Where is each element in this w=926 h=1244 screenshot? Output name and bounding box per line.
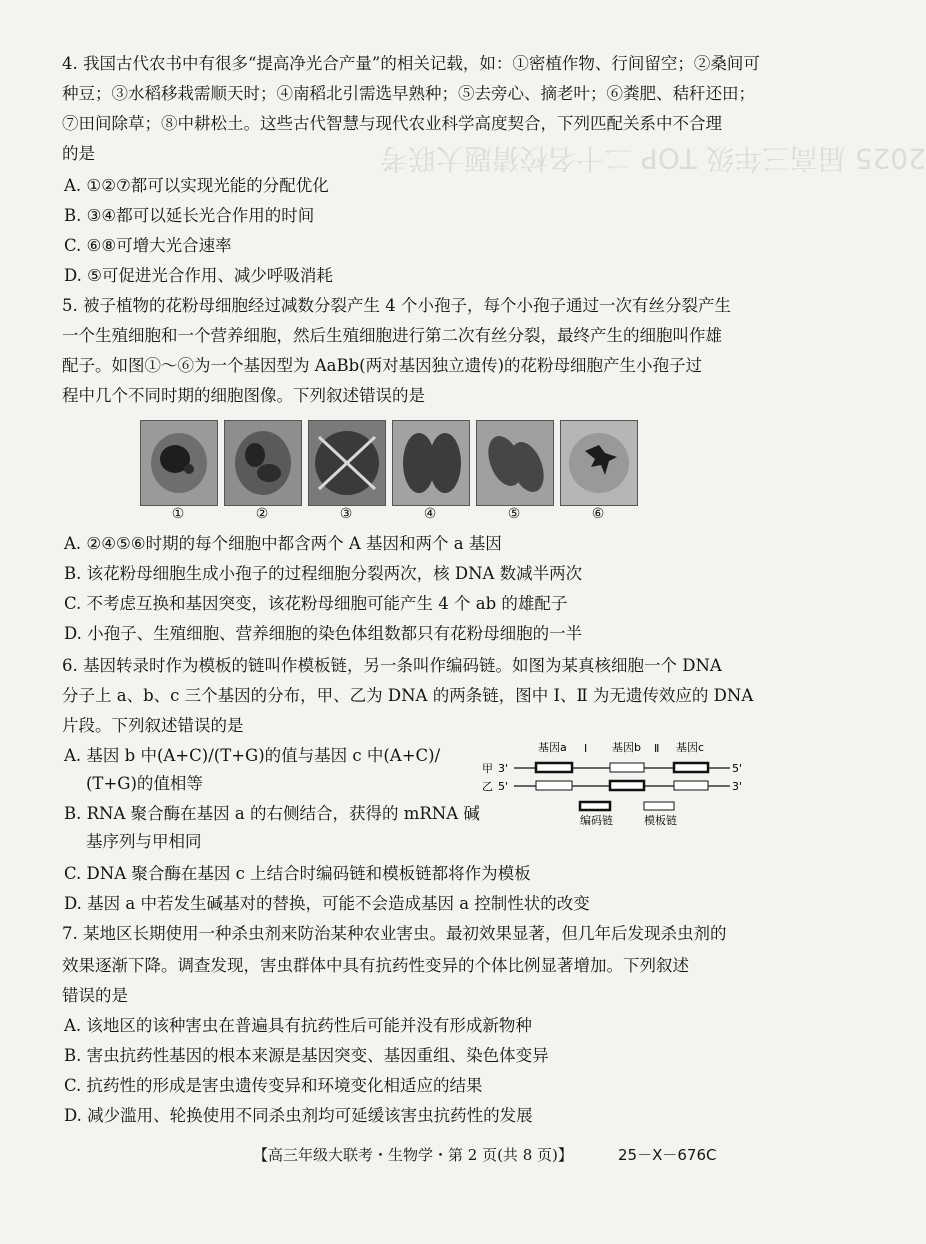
q5-stem-line-2: 一个生殖细胞和一个营养细胞，然后生殖细胞进行第二次有丝分裂，最终产生的细胞叫作雄 (62, 326, 722, 345)
q6-option-d: D. 基因 a 中若发生碱基对的替换，可能不会造成基因 a 控制性状的改变 (64, 894, 590, 913)
cell-label-5: ⑤ (507, 506, 521, 522)
q4-stem-line-4: 的是 (62, 144, 95, 163)
page-footer (0, 1143, 800, 1173)
label-strand-jia: 甲 (482, 762, 493, 775)
cell-image-3 (308, 420, 386, 506)
q7-stem-line-2: 效果逐渐下降。调查发现，害虫群体中具有抗药性变异的个体比例显著增加。下列叙述 (62, 956, 689, 975)
q5-option-b: B. 该花粉母细胞生成小孢子的过程细胞分裂两次，核 DNA 数减半两次 (64, 564, 583, 583)
q6-option-b-line-2: 基序列与甲相同 (86, 832, 202, 851)
q7-option-d: D. 减少滥用、轮换使用不同杀虫剂均可延缓该害虫抗药性的发展 (64, 1106, 533, 1125)
q4-option-d: D. ⑤可促进光合作用、减少呼吸消耗 (64, 266, 333, 285)
cell-image-2 (224, 420, 302, 506)
cell-image-6 (560, 420, 638, 506)
label-gene-a: 基因a (538, 741, 567, 754)
cell-label-4: ④ (423, 506, 437, 522)
label-gene-c: 基因c (676, 741, 705, 754)
q4-option-b: B. ③④都可以延长光合作用的时间 (64, 206, 315, 225)
cell-image-4 (392, 420, 470, 506)
q4-stem-line-1: 4. 我国古代农书中有很多“提高净光合产量”的相关记载，如：①密植作物、行间留空；②桑间可 (62, 54, 760, 73)
bleed-through-watermark: 2025 届高三年级 TOP 二十名校猜题大联考 (380, 142, 926, 175)
q7-option-b: B. 害虫抗药性基因的根本来源是基因突变、基因重组、染色体变异 (64, 1046, 549, 1065)
q6-option-a-line-1: A. 基因 b 中(A+C)/(T+G)的值与基因 c 中(A+C)/ (64, 746, 441, 765)
q7-option-c: C. 抗药性的形成是害虫遗传变异和环境变化相适应的结果 (64, 1076, 483, 1095)
label-segment-2: Ⅱ (654, 742, 660, 755)
q4-option-a: A. ①②⑦都可以实现光能的分配优化 (64, 176, 329, 195)
q4-stem-line-3: ⑦田间除草；⑧中耕松土。这些古代智慧与现代农业科学高度契合，下列匹配关系中不合理 (62, 114, 722, 133)
q6-option-c: C. DNA 聚合酶在基因 c 上结合时编码链和模板链都将作为模板 (64, 864, 531, 883)
label-gene-b: 基因b (612, 741, 641, 754)
q4-stem-line-2: 种豆；③水稻移栽需顺天时；④南稻北引需选早熟种；⑤去旁心、摘老叶；⑥粪肥、秸秆还田； (62, 84, 755, 103)
label-yi-end-left: 5' (498, 780, 509, 793)
legend-template-strand: 模板链 (644, 814, 677, 827)
q5-stem-line-3: 配子。如图①～⑥为一个基因型为 AaBb(两对基因独立遗传)的花粉母细胞产生小孢子过 (62, 356, 703, 375)
q6-option-a-line-2: (T+G)的值相等 (86, 774, 203, 793)
label-strand-yi: 乙 (482, 780, 493, 793)
q6-stem-line-3: 片段。下列叙述错误的是 (62, 716, 244, 735)
q5-stem-line-4: 程中几个不同时期的细胞图像。下列叙述错误的是 (62, 386, 425, 405)
label-segment-1: Ⅰ (584, 742, 588, 755)
dna-gene-diagram (480, 738, 750, 828)
cell-label-6: ⑥ (591, 506, 605, 522)
cell-label-3: ③ (339, 506, 353, 522)
q7-stem-line-1: 7. 某地区长期使用一种杀虫剂来防治某种农业害虫。最初效果显著，但几年后发现杀虫剂的 (62, 924, 727, 943)
cell-images (140, 420, 620, 520)
q5-option-a: A. ②④⑤⑥时期的每个细胞中都含两个 A 基因和两个 a 基因 (64, 534, 502, 553)
q6-option-b-line-1: B. RNA 聚合酶在基因 a 的右侧结合，获得的 mRNA 碱 (64, 804, 480, 823)
q6-stem-line-1: 6. 基因转录时作为模板的链叫作模板链，另一条叫作编码链。如图为某真核细胞一个 DNA (62, 656, 722, 675)
cell-label-1: ① (171, 506, 185, 522)
cell-image-5 (476, 420, 554, 506)
q4-option-c: C. ⑥⑧可增大光合速率 (64, 236, 232, 255)
q7-stem-line-3: 错误的是 (62, 986, 128, 1005)
cell-image-1 (140, 420, 218, 506)
q7-option-a: A. 该地区的该种害虫在普遍具有抗药性后可能并没有形成新物种 (64, 1016, 532, 1035)
q5-option-c: C. 不考虑互换和基因突变，该花粉母细胞可能产生 4 个 ab 的雄配子 (64, 594, 568, 613)
cell-label-2: ② (255, 506, 269, 522)
footer-title: 【高三年级大联考・生物学・第 2 页(共 8 页)】 (253, 1146, 573, 1164)
label-jia-end-right: 5' (732, 762, 743, 775)
footer-paper-code: 25－X－676C (618, 1146, 717, 1164)
q5-stem-line-1: 5. 被子植物的花粉母细胞经过减数分裂产生 4 个小孢子，每个小孢子通过一次有丝分裂产生 (62, 296, 731, 315)
legend-coding-strand: 编码链 (580, 814, 613, 827)
q6-stem-line-2: 分子上 a、b、c 三个基因的分布，甲、乙为 DNA 的两条链，图中 Ⅰ、Ⅱ 为无遗传效应的 DNA (62, 686, 754, 705)
q5-option-d: D. 小孢子、生殖细胞、营养细胞的染色体组数都只有花粉母细胞的一半 (64, 624, 583, 643)
label-yi-end-right: 3' (732, 780, 743, 793)
label-jia-end-left: 3' (498, 762, 509, 775)
